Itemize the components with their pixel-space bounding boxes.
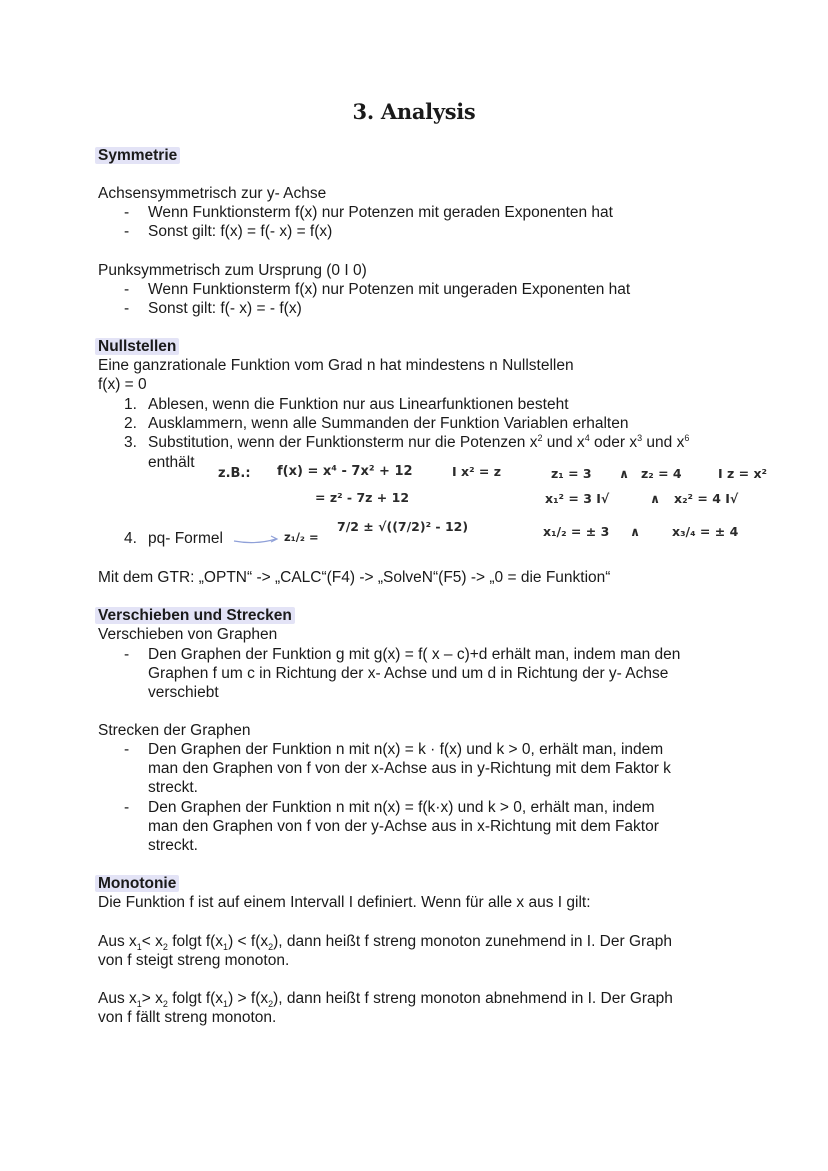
list-item: Den Graphen der Funktion n mit n(x) = f(k·x) und k > 0, erhält man, indem bbox=[148, 799, 655, 816]
hw-x12: x₁/₂ = ± 3 bbox=[543, 524, 610, 539]
hw-x2sq: x₂² = 4 I√ bbox=[674, 491, 739, 506]
monotonie-abnehmend-cont: von f fällt streng monoton. bbox=[98, 1009, 277, 1026]
hw-subst-note: I z = x² bbox=[718, 466, 767, 481]
verschieben-sub: Verschieben von Graphen bbox=[98, 626, 278, 643]
list-item-cont: man den Graphen von f von der x-Achse aus in y-Richtung mit dem Faktor k bbox=[148, 760, 671, 777]
punkt-label: Punksymmetrisch zum Ursprung (0 I 0) bbox=[98, 262, 367, 279]
hw-line1: f(x) = x⁴ - 7x² + 12 bbox=[277, 464, 413, 479]
heading-nullstellen: Nullstellen bbox=[95, 338, 179, 355]
bullet-dash: - bbox=[124, 300, 130, 317]
list-item: Den Graphen der Funktion g mit g(x) = f( x – c)+d erhält man, indem man den bbox=[148, 646, 681, 663]
hw-x34: x₃/₄ = ± 4 bbox=[672, 524, 739, 539]
nullstellen-intro: Eine ganzrationale Funktion vom Grad n hat mindestens n Nullstellen bbox=[98, 357, 574, 374]
arrow-icon bbox=[232, 533, 280, 547]
list-item: Ausklammern, wenn alle Summanden der Funktion Variablen erhalten bbox=[148, 415, 629, 432]
list-item: Wenn Funktionsterm f(x) nur Potenzen mit geraden Exponenten hat bbox=[148, 204, 613, 221]
monotonie-abnehmend: Aus $x_1> x_2$ folgt $f(x_1) > f(x_2)$, dann heißt f streng monoton abnehmend in I. Der Graph bbox=[98, 990, 673, 1010]
hw-subst: I x² = z bbox=[452, 464, 501, 479]
hw-z1: z₁ = 3 bbox=[551, 466, 592, 481]
hw-pq-rhs: 7/2 ± √((7/2)² - 12) bbox=[337, 519, 469, 534]
nullstellen-eq: f(x) = 0 bbox=[98, 376, 147, 393]
heading-monotonie: Monotonie bbox=[95, 875, 179, 892]
list-item-cont: Graphen f um c in Richtung der x- Achse und um d in Richtung der y- Achse bbox=[148, 665, 669, 682]
section-verschieben bbox=[98, 606, 295, 625]
hw-and: ∧ bbox=[630, 524, 641, 539]
hw-and: ∧ bbox=[619, 466, 630, 481]
list-number: 3. bbox=[124, 434, 137, 451]
bullet-dash: - bbox=[124, 741, 130, 758]
strecken-sub: Strecken der Graphen bbox=[98, 722, 251, 739]
section-monotonie bbox=[98, 874, 179, 893]
list-item-cont: enthält bbox=[148, 454, 195, 471]
bullet-dash: - bbox=[124, 223, 130, 240]
hw-zb: z.B.: bbox=[218, 466, 251, 481]
section-symmetrie bbox=[98, 146, 180, 165]
page-title: 3. Analysis bbox=[352, 99, 476, 124]
monotonie-zunehmend-cont: von f steigt streng monoton. bbox=[98, 952, 290, 969]
list-item-cont: man den Graphen von f von der y-Achse aus in x-Richtung mit dem Faktor bbox=[148, 818, 659, 835]
heading-verschieben: Verschieben und Strecken bbox=[95, 607, 295, 624]
list-item: Sonst gilt: f(x) = f(- x) = f(x) bbox=[148, 223, 333, 240]
list-item: Sonst gilt: f(- x) = - f(x) bbox=[148, 300, 302, 317]
bullet-dash: - bbox=[124, 799, 130, 816]
hw-pq-lhs: z₁/₂ = bbox=[284, 530, 319, 544]
gtr-note: Mit dem GTR: „OPTN“ -> „CALC“(F4) -> „SolveN“(F5) -> „0 = die Funktion“ bbox=[98, 569, 611, 586]
list-item-cont: streckt. bbox=[148, 779, 198, 796]
heading-symmetrie: Symmetrie bbox=[95, 147, 180, 164]
list-item-cont: verschiebt bbox=[148, 684, 219, 701]
list-number: 4. bbox=[124, 530, 137, 547]
bullet-dash: - bbox=[124, 646, 130, 663]
section-nullstellen bbox=[98, 337, 179, 356]
hw-and: ∧ bbox=[650, 491, 661, 506]
monotonie-intro: Die Funktion f ist auf einem Intervall I definiert. Wenn für alle x aus I gilt: bbox=[98, 894, 591, 911]
monotonie-zunehmend: Aus $x_1< x_2$ folgt $f(x_1) < f(x_2)$, dann heißt f streng monoton zunehmend in I. Der Graph bbox=[98, 933, 673, 953]
list-number: 2. bbox=[124, 415, 137, 432]
bullet-dash: - bbox=[124, 281, 130, 298]
list-item: Den Graphen der Funktion n mit n(x) = k · f(x) und k > 0, erhält man, indem bbox=[148, 741, 664, 758]
hw-x1sq: x₁² = 3 I√ bbox=[545, 491, 610, 506]
list-item: Wenn Funktionsterm f(x) nur Potenzen mit ungeraden Exponenten hat bbox=[148, 281, 631, 298]
bullet-dash: - bbox=[124, 204, 130, 221]
hw-line2: = z² - 7z + 12 bbox=[315, 490, 410, 505]
list-item-cont: streckt. bbox=[148, 837, 198, 854]
list-item: Ablesen, wenn die Funktion nur aus Linearfunktionen besteht bbox=[148, 396, 569, 413]
list-number: 1. bbox=[124, 396, 137, 413]
list-item: Substitution, wenn der Funktionsterm nur die Potenzen $x^2$ und $x^4$ oder $x^3$ und $x^6$ bbox=[148, 432, 690, 451]
list-item: pq- Formel bbox=[148, 530, 223, 547]
hw-z2: z₂ = 4 bbox=[641, 466, 682, 481]
achsen-label: Achsensymmetrisch zur y- Achse bbox=[98, 185, 327, 202]
